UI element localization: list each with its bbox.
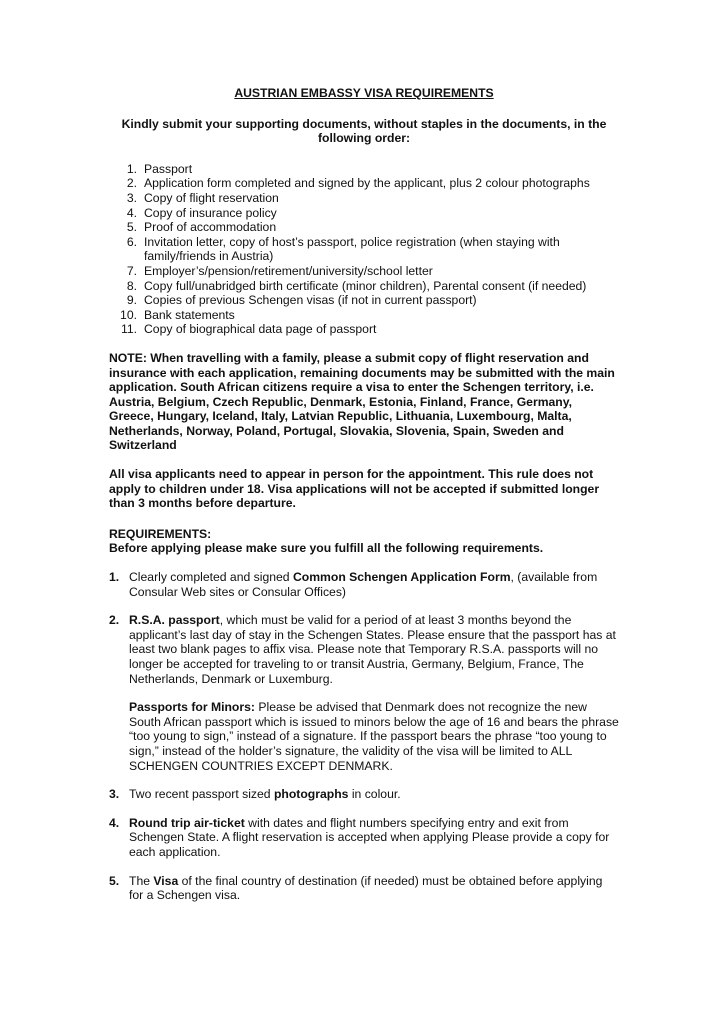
requirement-number: 4. [109, 815, 120, 830]
supporting-documents-list [109, 162, 619, 337]
passports-for-minors [129, 700, 619, 773]
document-page [109, 86, 619, 903]
document-title: AUSTRIAN EMBASSY VISA REQUIREMENTS [234, 86, 494, 100]
requirement-number: 3. [109, 787, 120, 802]
requirement-bold-term: Round trip air-ticket [129, 815, 245, 830]
requirement-text: Two recent passport sized [129, 787, 274, 802]
requirement-bold-term: Common Schengen Application Form [292, 570, 511, 585]
list-item [109, 308, 619, 323]
requirement-number: 2. [109, 613, 120, 628]
list-item-number: 3. [126, 190, 137, 205]
list-item-text: Copies of previous Schengen visas (if not in current passport) [144, 293, 477, 308]
requirement-number: 1. [109, 570, 120, 585]
list-item-text: Employer’s/pension/retirement/university/school letter [144, 263, 433, 278]
list-item [109, 206, 619, 221]
requirements-intro: Before applying please make sure you fulfill all the following requirements. [109, 541, 544, 556]
requirement-item [109, 613, 619, 773]
list-item-number: 4. [126, 205, 137, 220]
document-subtitle: Kindly submit your supporting documents, without staples in the documents, in the following order: [121, 116, 607, 146]
list-item-text: Copy of flight reservation [144, 190, 279, 205]
list-item-text: Invitation letter, copy of host’s passport, police registration (when staying with family/friends in Austria) [144, 234, 560, 264]
requirement-text: in colour. [348, 787, 401, 802]
requirement-bold-term: R.S.A. passport [129, 613, 220, 628]
requirements-header [109, 527, 619, 556]
requirement-text: of the final country of destination (if needed) must be obtained before applying for a Schengen visa. [129, 873, 603, 903]
list-item [109, 235, 619, 264]
list-item [109, 220, 619, 235]
requirement-text: , (available from Consular Web sites or Consular Offices) [129, 570, 598, 599]
requirement-item [109, 874, 619, 903]
list-item-text: Proof of accommodation [144, 220, 277, 235]
list-item-number: 9. [126, 293, 137, 308]
requirement-bold-term: Visa [153, 873, 179, 888]
list-item-number: 1. [126, 161, 137, 176]
list-item-number: 7. [126, 263, 137, 278]
list-item [109, 162, 619, 177]
requirement-number: 5. [109, 873, 120, 888]
requirement-bold-term: Passports for Minors: [129, 700, 255, 715]
list-item-number: 10. [120, 307, 137, 322]
list-item-text: Passport [144, 161, 193, 176]
list-item-number: 6. [126, 234, 137, 249]
list-item-number: 5. [126, 220, 137, 235]
appointment-note: All visa applicants need to appear in person for the appointment. This rule does not apply to children under 18. Visa applications will not be accepted if submitted longer than 3 months before departure. [109, 467, 600, 511]
list-item-number: 2. [126, 176, 137, 191]
list-item-text: Copy of biographical data page of passport [144, 322, 377, 337]
list-item-text: Application form completed and signed by the applicant, plus 2 colour photographs [144, 176, 590, 191]
list-item-text: Bank statements [144, 307, 235, 322]
requirement-item [109, 816, 619, 860]
requirement-text: with dates and flight numbers specifying entry and exit from Schengen State. A flight reservation is accepted when applying Please provide a copy for each application. [129, 815, 610, 859]
list-item [109, 264, 619, 279]
list-item [109, 293, 619, 308]
list-item [109, 191, 619, 206]
requirement-item [109, 570, 619, 599]
requirement-item [109, 787, 619, 802]
list-item [109, 322, 619, 337]
list-item-number: 11. [120, 322, 137, 337]
requirement-text: Please be advised that Denmark does not recognize the new South African passport which is issued to minors below the age of 16 and bears the phrase “too young to sign,” instead of a signature. If the passport bears the phrase “too young to sign,” instead of the holder’s signature, the validity of the visa will be limited to ALL SCHENGEN COUNTRIES EXCEPT DENMARK. [129, 700, 619, 773]
requirements-heading: REQUIREMENTS: [109, 526, 212, 541]
requirement-text: The [129, 873, 154, 888]
list-item [109, 176, 619, 191]
requirement-text: , which must be valid for a period of at least 3 months beyond the applicant’s last day of stay in the Schengen States. Please ensure that the passport has at least two blank pages to affix visa. Please note that Temporary R.S.A. passports will no longer be accepted for traveling to or transit Austria, Germany, Belgium, France, The Netherlands, Denmark or Luxemburg. [129, 613, 616, 686]
family-note: NOTE: When travelling with a family, please a submit copy of flight reservation and insurance with each application, remaining documents may be submitted with the main application. South African citizens require a visa to enter the Schengen territory, i.e. Austria, Belgium, Czech Republic, Denmark, Estonia, Finland, France, Germany, Greece, Hungary, Iceland, Italy, Latvian Republic, Lithuania, Luxembourg, Malta, Netherlands, Norway, Poland, Portugal, Slovakia, Slovenia, Spain, Sweden and Switzerland [109, 350, 615, 453]
list-item [109, 279, 619, 294]
list-item-text: Copy of insurance policy [144, 205, 277, 220]
list-item-number: 8. [126, 278, 137, 293]
list-item-text: Copy full/unabridged birth certificate (minor children), Parental consent (if needed) [144, 278, 587, 293]
requirement-text: Clearly completed and signed [129, 570, 293, 585]
requirement-bold-term: photographs [273, 787, 349, 802]
